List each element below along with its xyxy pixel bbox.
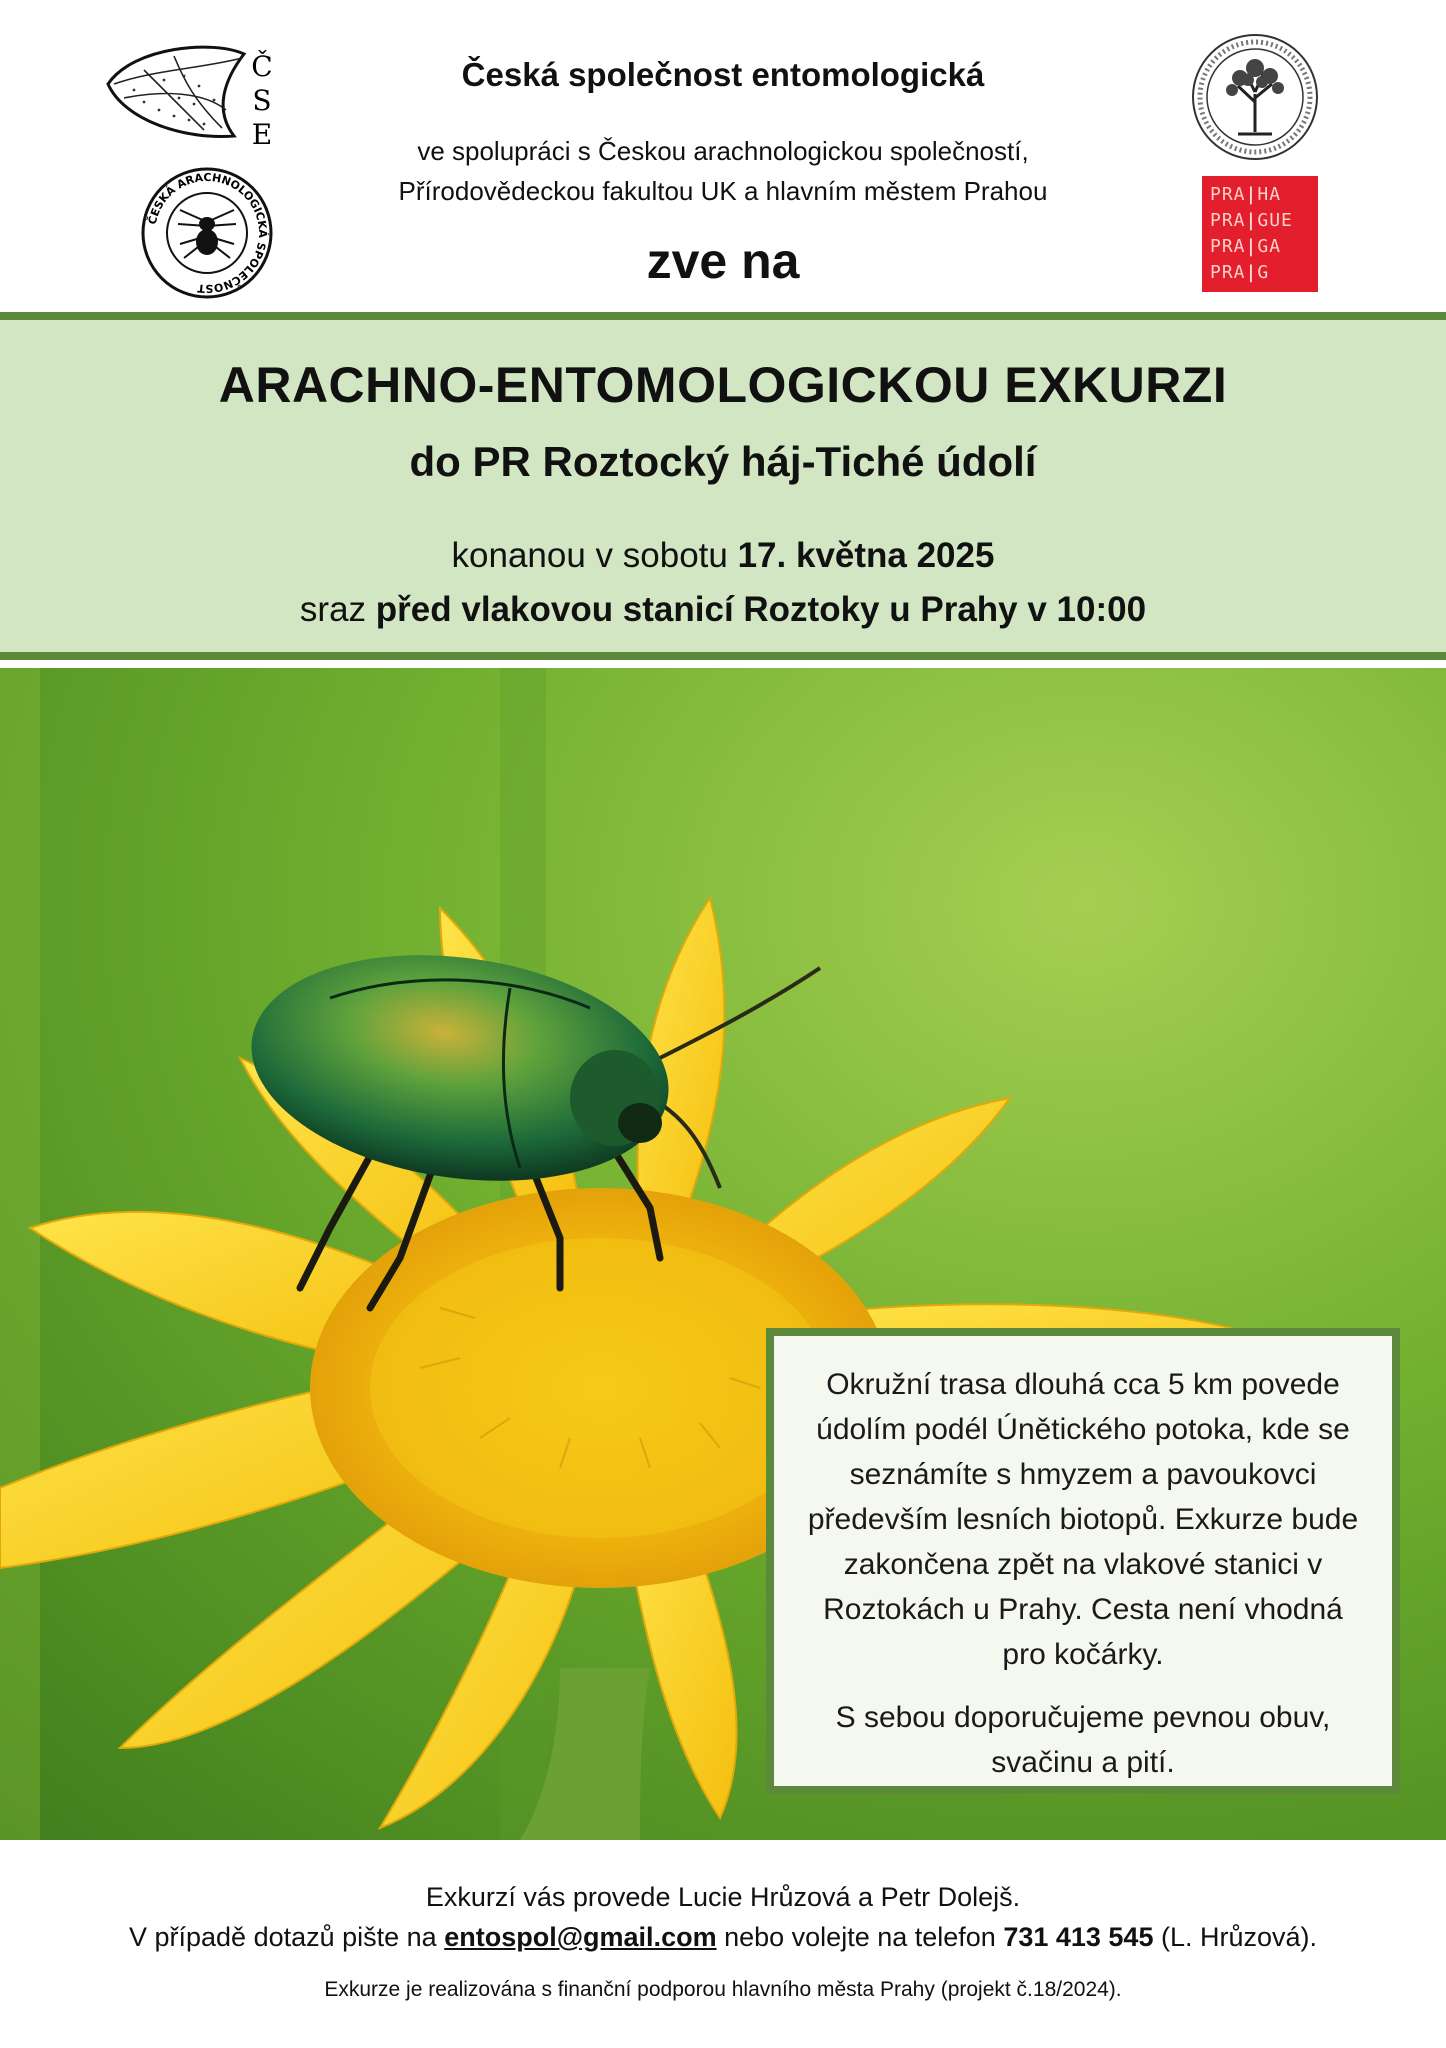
contact-middle: nebo volejte na telefon <box>716 1922 1004 1952</box>
equipment-recommendation: S sebou doporučujeme pevnou obuv, svačinu a pití. <box>835 1701 1331 1779</box>
collaboration-line-2: Přírodovědeckou fakultou UK a hlavním městem Prahou <box>398 176 1048 206</box>
cas-ring-text: ČESKÁ ARACHNOLOGICKÁ SPOLEČNOST <box>145 170 270 296</box>
date-prefix: konanou v sobotu <box>451 536 738 575</box>
cse-letter-c: Č <box>251 50 273 83</box>
cse-letter-e: E <box>251 118 273 150</box>
organization-title: Česká společnost entomologická <box>461 56 985 93</box>
praha-row: PRA|HA <box>1210 184 1282 205</box>
praha-row: PRA|GUE <box>1210 210 1293 231</box>
meeting-point-line <box>0 590 1446 630</box>
cse-letter-s: S <box>252 84 272 117</box>
event-date-line <box>0 536 1446 576</box>
contact-phone: 731 413 545 <box>1003 1922 1154 1952</box>
info-box <box>766 1328 1400 1794</box>
contact-line <box>0 1922 1446 1953</box>
meeting-point: před vlakovou stanicí Roztoky u Prahy v 10:00 <box>375 590 1147 629</box>
praha-row: PRA|G <box>1210 262 1270 283</box>
collaboration-line-1: ve spolupráci s Českou arachnologickou společností, <box>417 136 1029 166</box>
contact-prefix: V případě dotazů pište na <box>128 1922 445 1952</box>
invitation-heading: zve na <box>646 233 800 289</box>
event-title: ARACHNO-ENTOMOLOGICKOU EXKURZI <box>218 357 1228 413</box>
funding-note: Exkurze je realizována s finanční podporou hlavního města Prahy (projekt č.18/2024). <box>324 1978 1122 2001</box>
event-date: 17. května 2025 <box>737 536 995 575</box>
route-description: Okružní trasa dlouhá cca 5 km povede údolím podél Únětického potoka, kde se seznámíte s hmyzem a pavoukovci především lesních biotopů. Exkurze bude zakončena zpět na vlakové stanici v Roztokách u Prahy. Cesta není vhodná pro kočárky. <box>807 1368 1359 1671</box>
contact-suffix: (L. Hrůzová). <box>1153 1922 1318 1952</box>
contact-email-link[interactable]: entospol@gmail.com <box>444 1922 717 1952</box>
meet-prefix: sraz <box>299 590 376 629</box>
praha-row: PRA|GA <box>1210 236 1282 257</box>
guides-line: Exkurzí vás provede Lucie Hrůzová a Petr Dolejš. <box>425 1882 1021 1912</box>
event-location: do PR Roztocký háj-Tiché údolí <box>409 438 1037 485</box>
